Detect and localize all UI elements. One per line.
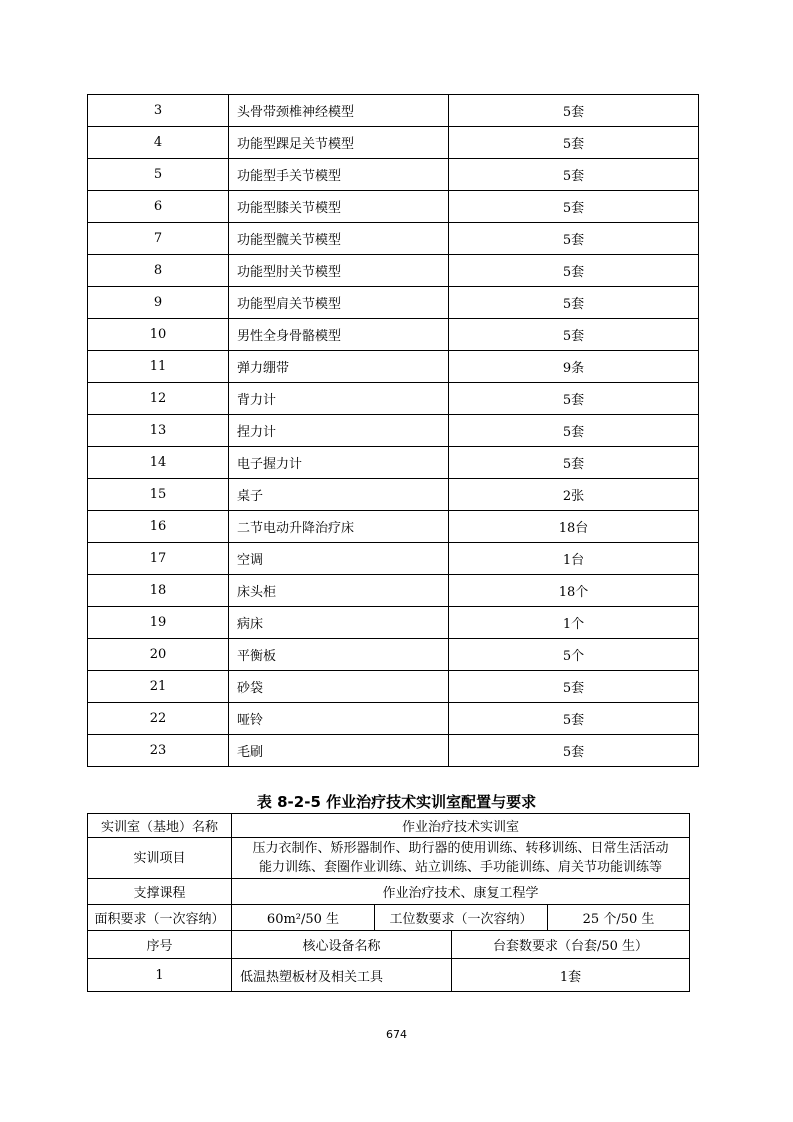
equipment-number: 10 — [88, 319, 229, 351]
equipment-number: 8 — [88, 255, 229, 287]
equipment-number: 22 — [88, 703, 229, 735]
equipment-name: 功能型手关节模型 — [229, 159, 449, 191]
equipment-row — [88, 639, 699, 671]
equipment-row — [88, 575, 699, 607]
equipment-quantity: 5个 — [449, 639, 699, 671]
room-name-value: 作业治疗技术实训室 — [232, 814, 690, 838]
equipment-number: 5 — [88, 159, 229, 191]
station-requirement-label: 工位数要求（一次容纳） — [375, 905, 548, 931]
equipment-quantity: 5套 — [449, 383, 699, 415]
equipment-name: 平衡板 — [229, 639, 449, 671]
equipment-quantity: 5套 — [449, 671, 699, 703]
equipment-name: 电子握力计 — [229, 447, 449, 479]
equipment-number: 7 — [88, 223, 229, 255]
equipment-number: 20 — [88, 639, 229, 671]
equipment-row — [88, 319, 699, 351]
equipment-quantity: 5套 — [449, 735, 699, 767]
equipment-quantity: 5套 — [449, 223, 699, 255]
equipment-number: 21 — [88, 671, 229, 703]
equipment-name: 功能型肩关节模型 — [229, 287, 449, 319]
room-name-label: 实训室（基地）名称 — [88, 814, 232, 838]
equipment-quantity: 5套 — [449, 415, 699, 447]
equipment-name: 病床 — [229, 607, 449, 639]
area-requirement-value: 60m²/50 生 — [232, 905, 375, 931]
equipment-row — [88, 287, 699, 319]
equipment-name: 头骨带颈椎神经模型 — [229, 95, 449, 127]
training-project-row — [88, 838, 690, 879]
equipment-name: 男性全身骨骼模型 — [229, 319, 449, 351]
equipment-header-row — [88, 931, 690, 959]
equipment-quantity: 5套 — [449, 703, 699, 735]
equipment-table — [87, 94, 699, 767]
equipment-row — [88, 351, 699, 383]
training-project-value — [232, 838, 690, 879]
training-project-label: 实训项目 — [88, 838, 232, 879]
config-items-body — [88, 959, 690, 992]
equipment-row — [88, 479, 699, 511]
equipment-name: 捏力计 — [229, 415, 449, 447]
equipment-quantity: 2张 — [449, 479, 699, 511]
equipment-quantity: 5套 — [449, 95, 699, 127]
equipment-table-body — [88, 95, 699, 767]
equipment-name: 功能型肘关节模型 — [229, 255, 449, 287]
training-project-line-2: 能力训练、套圈作业训练、站立训练、手功能训练、肩关节功能训练等 — [259, 860, 663, 875]
equipment-row — [88, 415, 699, 447]
equipment-quantity: 18个 — [449, 575, 699, 607]
area-requirement-row — [88, 905, 690, 931]
header-core-equipment: 核心设备名称 — [232, 931, 452, 959]
equipment-name: 功能型膝关节模型 — [229, 191, 449, 223]
equipment-name: 二节电动升降治疗床 — [229, 511, 449, 543]
equipment-number: 14 — [88, 447, 229, 479]
equipment-name: 毛刷 — [229, 735, 449, 767]
equipment-quantity: 5套 — [449, 447, 699, 479]
equipment-row — [88, 511, 699, 543]
equipment-number: 15 — [88, 479, 229, 511]
equipment-number: 16 — [88, 511, 229, 543]
support-course-label: 支撑课程 — [88, 879, 232, 905]
equipment-quantity: 1个 — [449, 607, 699, 639]
equipment-number: 17 — [88, 543, 229, 575]
equipment-name: 空调 — [229, 543, 449, 575]
equipment-name: 桌子 — [229, 479, 449, 511]
station-requirement-value: 25 个/50 生 — [548, 905, 690, 931]
equipment-number: 9 — [88, 287, 229, 319]
header-serial-number: 序号 — [88, 931, 232, 959]
header-quantity-requirement: 台套数要求（台套/50 生） — [452, 931, 690, 959]
equipment-row — [88, 735, 699, 767]
equipment-quantity: 5套 — [449, 255, 699, 287]
equipment-name: 功能型踝足关节模型 — [229, 127, 449, 159]
equipment-number: 4 — [88, 127, 229, 159]
equipment-row — [88, 127, 699, 159]
equipment-quantity: 5套 — [449, 159, 699, 191]
equipment-row — [88, 447, 699, 479]
equipment-number: 19 — [88, 607, 229, 639]
equipment-name: 砂袋 — [229, 671, 449, 703]
equipment-row — [88, 95, 699, 127]
area-requirement-label: 面积要求（一次容纳） — [88, 905, 232, 931]
equipment-row — [88, 383, 699, 415]
training-project-line-1: 压力衣制作、矫形器制作、助行器的使用训练、转移训练、日常生活活动 — [252, 841, 669, 856]
page-number: 674 — [386, 1028, 407, 1041]
equipment-quantity: 18台 — [449, 511, 699, 543]
equipment-number: 3 — [88, 95, 229, 127]
equipment-quantity: 9条 — [449, 351, 699, 383]
equipment-name: 背力计 — [229, 383, 449, 415]
equipment-name: 功能型髋关节模型 — [229, 223, 449, 255]
room-name-row — [88, 814, 690, 838]
equipment-number: 18 — [88, 575, 229, 607]
equipment-number: 13 — [88, 415, 229, 447]
equipment-quantity: 5套 — [449, 191, 699, 223]
equipment-number: 23 — [88, 735, 229, 767]
equipment-row — [88, 607, 699, 639]
equipment-row — [88, 671, 699, 703]
equipment-row — [88, 159, 699, 191]
core-equipment-row — [88, 959, 690, 992]
support-course-row — [88, 879, 690, 905]
equipment-row — [88, 255, 699, 287]
equipment-number: 12 — [88, 383, 229, 415]
equipment-number: 11 — [88, 351, 229, 383]
equipment-row — [88, 703, 699, 735]
equipment-quantity: 5套 — [449, 287, 699, 319]
equipment-name: 弹力绷带 — [229, 351, 449, 383]
equipment-name: 床头柜 — [229, 575, 449, 607]
core-equipment-name: 低温热塑板材及相关工具 — [232, 959, 452, 992]
table-caption: 表 8-2-5 作业治疗技术实训室配置与要求 — [256, 793, 537, 811]
lab-config-table — [87, 813, 690, 992]
equipment-row — [88, 223, 699, 255]
equipment-row — [88, 191, 699, 223]
support-course-value: 作业治疗技术、康复工程学 — [232, 879, 690, 905]
equipment-quantity: 5套 — [449, 319, 699, 351]
equipment-name: 哑铃 — [229, 703, 449, 735]
core-equipment-number: 1 — [88, 959, 232, 992]
equipment-quantity: 1台 — [449, 543, 699, 575]
core-equipment-quantity: 1套 — [452, 959, 690, 992]
equipment-number: 6 — [88, 191, 229, 223]
equipment-quantity: 5套 — [449, 127, 699, 159]
equipment-row — [88, 543, 699, 575]
